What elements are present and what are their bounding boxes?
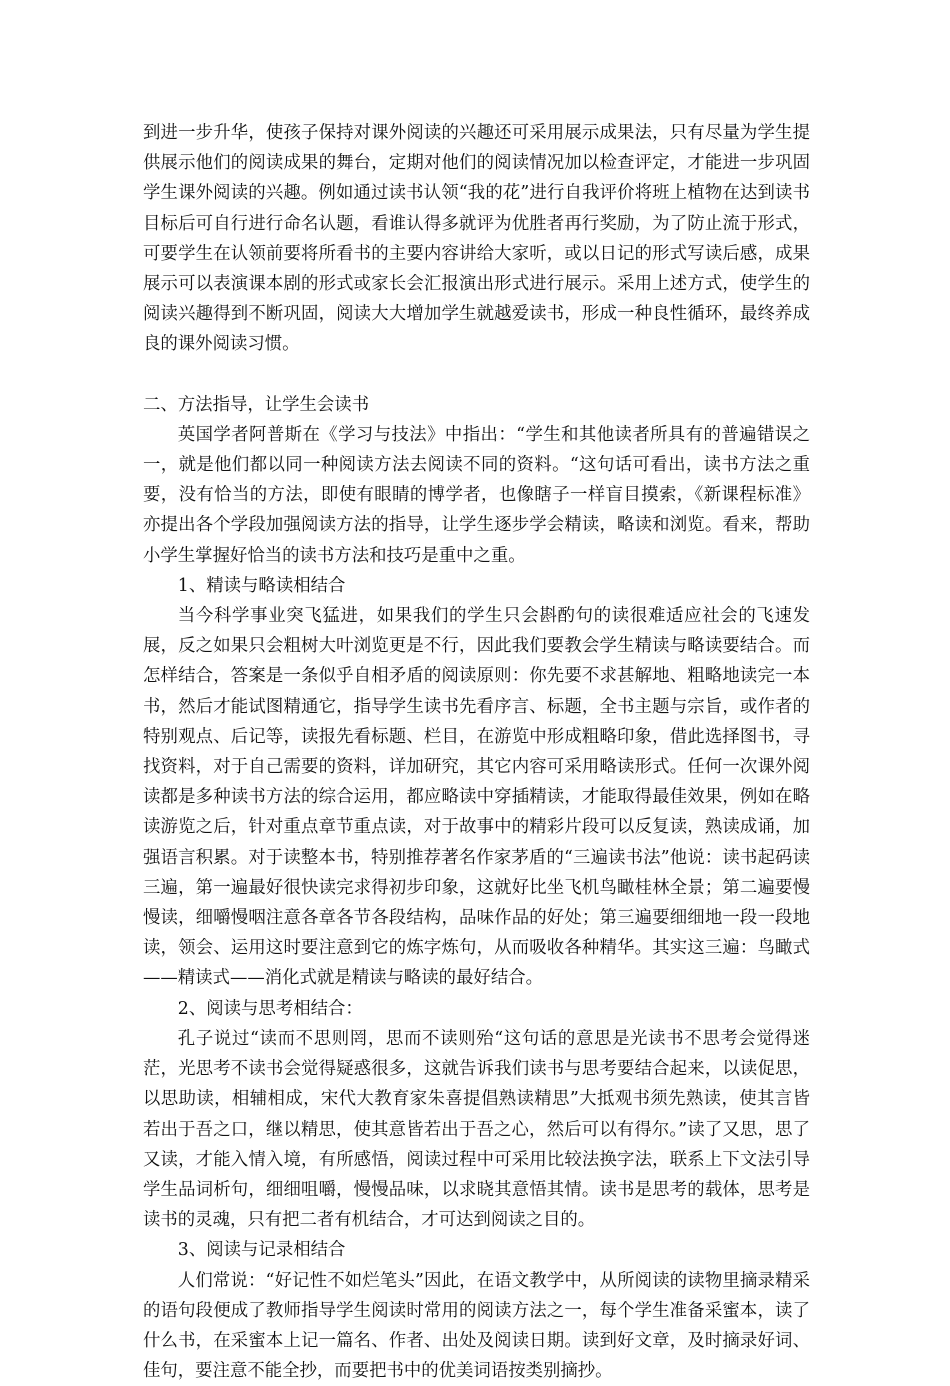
paragraph-display-results: 到进一步升华，使孩子保持对课外阅读的兴趣还可采用展示成果法，只有尽量为学生提供展示他们的阅读成果的舞台，定期对他们的阅读情况加以检查评定，才能进一步巩固学生课外阅读的兴趣。例如通过读书认领“我的花”进行自我评价将班上植物在达到读书目标后可自行进行命名认题，看谁认得多就评为优胜者再行奖励，为了防止流于形式，可要学生在认领前要将所看书的主要内容讲给大家听，或以日记的形式写读后感，成果展示可以表演课本剧的形式或家长会汇报演出形式进行展示。采用上述方式，使学生的阅读兴趣得到不断巩固，阅读大大增加学生就越爱读书，形成一种良性循环，最终养成良的课外阅读习惯。 (143, 123, 810, 355)
paragraph-intensive-skim: 当今科学事业突飞猛进，如果我们的学生只会斟酌句的读很难适应社会的飞速发展，反之如果只会粗树大叶浏览更是不行，因此我们要教会学生精读与略读要结合。而怎样结合，答案是一条似乎自相矛盾的阅读原则：你先要不求甚解地、粗略地读完一本书，然后才能试图精通它，指导学生读书先看序言、标题，全书主题与宗旨，或作者的特别观点、后记等，读报先看标题、栏目，在游览中形成粗略印象，借此选择图书，寻找资料，对于自己需要的资料，详加研究，其它内容可采用略读形式。任何一次课外阅读都是多种读书方法的综合运用，都应略读中穿插精读，才能取得最佳效果，例如在略读游览之后，针对重点章节重点读，对于故事中的精彩片段可以反复读，熟读成诵，加强语言积累。对于读整本书，特别推荐著名作家茅盾的“三遍读书法”他说：读书起码读三遍，第一遍最好很快读完求得初步印象，这就好比坐飞机鸟瞰桂林全景；第二遍要慢慢读，细嚼慢咽注意各章各节各段结构，品味作品的好处；第三遍要细细地一段一段地读，领会、运用这时要注意到它的炼字炼句，从而吸收各种精华。其实这三遍：鸟瞰式——精读式——消化式就是精读与略读的最好结合。 (143, 606, 810, 989)
subheading-reading-thinking: 2、阅读与思考相结合： (177, 998, 363, 1019)
section-heading-method-guidance: 二、方法指导，让学生会读书 (143, 394, 370, 415)
paragraph-reading-thinking: 孔子说过“读而不思则罔，思而不读则殆“这句话的意思是光读书不思考会觉得迷茫，光思考不读书会觉得疑惑很多，这就告诉我们读书与思考要结合起来，以读促思，以思助读，相辅相成，宋代大教育家朱喜提倡熟读精思”大抵观书须先熟读，使其言皆若出于吾之口，继以精思，使其意皆若出于吾之心，然后可以有得尔。”读了又思，思了又读，才能入情入境，有所感悟，阅读过程中可采用比较法换字法，联系上下文法引导学生品词析句，细细咀嚼，慢慢品味，以求晓其意悟其情。读书是思考的载体，思考是读书的灵魂，只有把二者有机结合，才可达到阅读之目的。 (143, 1028, 810, 1231)
paragraph-reading-methods-intro: 英国学者阿普斯在《学习与技法》中指出：“学生和其他读者所具有的普遍错误之一，就是他们都以同一种阅读方法去阅读不同的资料。“这句话可看出，读书方法之重要，没有恰当的方法，即使有眼睛的博学者，也像瞎子一样盲目摸索，《新课程标准》亦提出各个学段加强阅读方法的指导，让学生逐步学会精读，略读和浏览。看来，帮助小学生掌握好恰当的读书方法和技巧是重中之重。 (143, 424, 810, 566)
subheading-intensive-skim: 1、精读与略读相结合 (177, 575, 346, 596)
document-page (143, 118, 810, 1386)
paragraph-reading-recording: 人们常说：“好记性不如烂笔头”因此，在语文教学中，从所阅读的读物里摘录精采的语句段便成了教师指导学生阅读时常用的阅读方法之一，每个学生准备采蜜本，读了什么书，在采蜜本上记一篇名、作者、出处及阅读日期。读到好文章，及时摘录好词、佳句，要注意不能全抄，而要把书中的优美词语按类别摘抄。 (143, 1270, 810, 1382)
subheading-reading-recording: 3、阅读与记录相结合 (177, 1240, 346, 1261)
paragraph-gap (143, 360, 810, 390)
